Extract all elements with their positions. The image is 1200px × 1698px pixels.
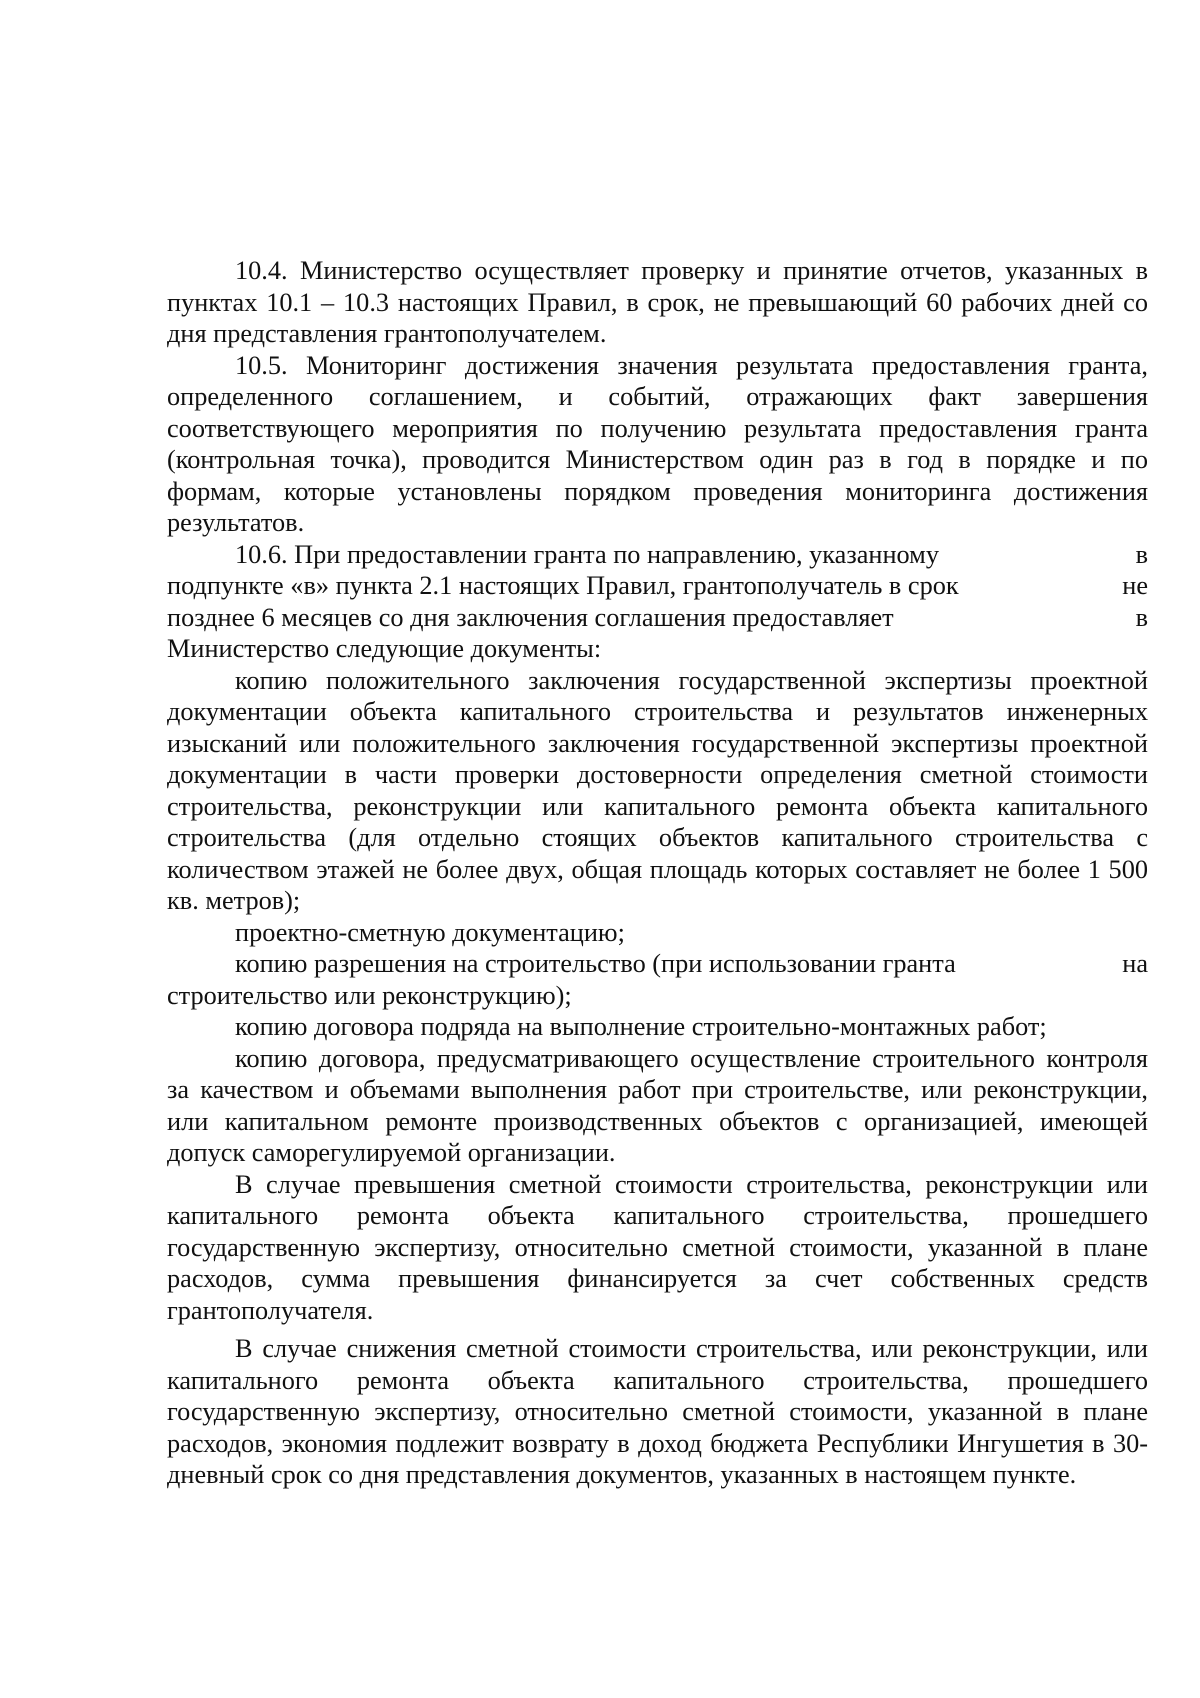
list-item-design-estimate: проектно-сметную документацию; [235,917,625,947]
paragraph-10-6 [167,539,1148,665]
paragraph-10-6-line-1 [167,539,1148,571]
paragraph-10-4: 10.4. Министерство осуществляет проверку и принятие отчетов, указанных в пунктах 10.1 – 10.3 настоящих Правил, в срок, не превышающий 60 рабочих дней со дня представления грантополучателем. [167,256,1148,348]
list-item-permit-line-1 [167,948,1148,980]
paragraph-cost-reduction: В случае снижения сметной стоимости строительства, или реконструкции, или капитального ремонта объекта капитального строительства, прошедшего государственную экспертизу, относительно сметной стоимости, указанной в плане расходов, экономия подлежит возврату в доход бюджета Республики Ингушетия в 30-дневный срок со дня представления документов, указанных в настоящем пункте. [167,1334,1148,1489]
line-end-word: на [1122,949,1148,978]
paragraph-10-6-line-3 [167,602,1148,634]
line-text: подпункте «в» пункта 2.1 настоящих Правил, грантополучатель в срок [167,571,959,600]
list-item-contract: копию договора подряда на выполнение строительно-монтажных работ; [235,1012,1047,1041]
paragraph-10-5: 10.5. Мониторинг достижения значения результата предоставления гранта, определенного соглашением, и событий, отражающих факт завершения соответствующего мероприятия по получению результата предоставления гранта (контрольная точка), проводится Министерством один раз в год в порядке и по формам, которые установлены порядком проведения мониторинга достижения результатов. [167,350,1148,537]
list-item-permit-line-2: строительство или реконструкцию); [167,980,572,1010]
line-text: позднее 6 месяцев со дня заключения соглашения предоставляет [167,602,894,632]
document-body [167,255,1148,1491]
list-item-expertise: копию положительного заключения государственной экспертизы проектной документации объекта капитального строительства и результатов инженерных изысканий или положительного заключения государственной экспертизы проектной документации в части проверки достоверности определения сметной стоимости строительства, реконструкции или капитального ремонта объекта капитального строительства (для отдельно стоящих объектов капитального строительства с количеством этажей не более двух, общая площадь которых составляет не более 1 500 кв. метров); [167,665,1148,915]
list-item-permit [167,948,1148,1011]
paragraph-10-6-line-2 [167,570,1148,602]
line-end-word: в [1135,539,1148,569]
paragraph-cost-excess: В случае превышения сметной стоимости строительства, реконструкции или капитального ремонта объекта капитального строительства, прошедшего государственную экспертизу, относительно сметной стоимости, указанной в плане расходов, сумма превышения финансируется за счет собственных средств грантополучателя. [167,1169,1148,1325]
paragraph-10-6-line-4: Министерство следующие документы: [167,634,602,663]
line-text: копию разрешения на строительство (при использовании гранта [235,949,956,978]
line-end-word: в [1135,602,1148,632]
list-item-construction-control: копию договора, предусматривающего осуществление строительного контроля за качеством и объемами выполнения работ при строительстве, или реконструкции, или капитальном ремонте производственных объектов с организацией, имеющей допуск саморегулируемой организации. [167,1043,1148,1167]
line-text: 10.6. При предоставлении гранта по направлению, указанному [235,539,939,569]
line-end-word: не [1122,571,1148,600]
